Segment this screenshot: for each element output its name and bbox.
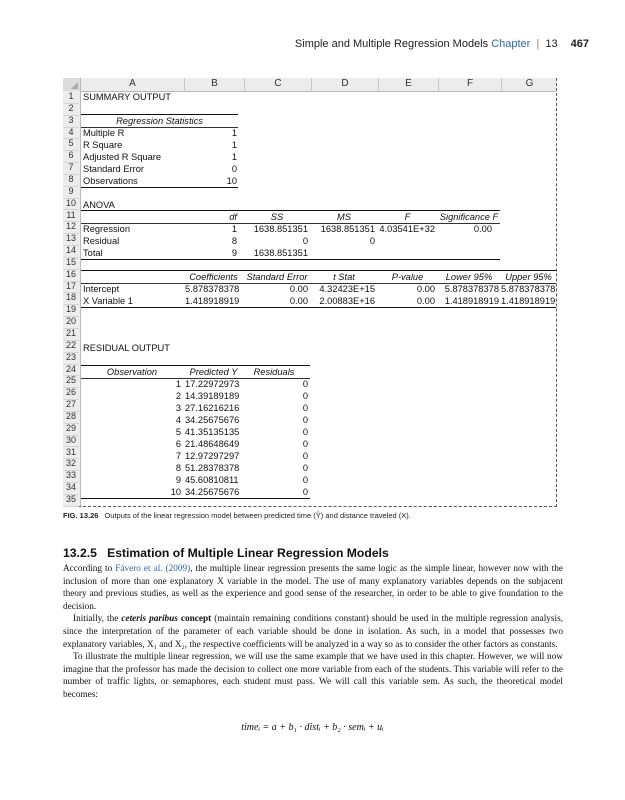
regstats-label: Observations bbox=[83, 176, 138, 186]
row-header: 16 bbox=[63, 269, 79, 282]
regstats-value: 10 bbox=[226, 176, 237, 186]
residual-header-observation: Observation bbox=[106, 367, 158, 377]
coef-t-stat: 2.00883E+16 bbox=[319, 296, 375, 306]
anova-header-ms: MS bbox=[337, 212, 351, 222]
anova-header-ss: SS bbox=[270, 212, 284, 222]
coef-value: 5.878378378 bbox=[185, 284, 240, 294]
row-header: 19 bbox=[63, 304, 79, 317]
residual-predicted-y: 41.35135135 bbox=[185, 427, 240, 437]
regstats-value: 1 bbox=[231, 128, 237, 138]
row-header: 3 bbox=[63, 115, 79, 128]
row-header: 24 bbox=[63, 364, 79, 377]
row-header: 25 bbox=[63, 375, 79, 388]
residual-predicted-y: 21.48648649 bbox=[185, 439, 240, 449]
anova-header-df: df bbox=[229, 212, 237, 222]
paragraph-3: To illustrate the multiple linear regression, we will use the same example that we have used in this chapter. However, we will now imagine that the professor has made the decision to collect one more variable from each of the students. This variable will refer to the number of traffic lights, or semaphores, each student must pass. We will call this variable sem. As such, the theoretical model becomes: bbox=[63, 652, 563, 700]
coef-header-upper-95: Upper 95% bbox=[505, 272, 552, 282]
residual-predicted-y: 34.25675676 bbox=[185, 487, 240, 497]
paragraph-text: , the multiple linear regression presents the same logic as the simple linear, however now with the inclusion of more than one explanatory X variable in the model. The use of many explanatory variables depends on the subjacent theory and previous studies, as well as the experience and good sense of the researcher, in order to be able to give foundation to the decision. bbox=[63, 564, 563, 612]
running-head bbox=[295, 38, 589, 50]
model-equation: timeᵢ = a + b₁ · distᵢ + b₂ · semᵢ + uᵢ bbox=[241, 722, 384, 733]
anova-header-significance-f: Significance F bbox=[439, 212, 499, 222]
regstats-label: Standard Error bbox=[83, 164, 144, 174]
page-number: 467 bbox=[570, 38, 589, 50]
row-header: 30 bbox=[63, 435, 79, 448]
section-heading bbox=[63, 546, 389, 560]
column-header-g: G bbox=[501, 78, 557, 91]
column-header-bar bbox=[63, 78, 556, 92]
row-header: 21 bbox=[63, 328, 79, 341]
anova-row-label: Residual bbox=[83, 236, 120, 246]
column-header-a: A bbox=[80, 78, 184, 91]
residual-predicted-y: 14.39189189 bbox=[185, 391, 240, 401]
row-header: 7 bbox=[63, 162, 79, 175]
emphasis-term: ceteris paribus bbox=[121, 614, 178, 625]
column-header-d: D bbox=[311, 78, 378, 91]
residual-output-title: RESIDUAL OUTPUT bbox=[83, 343, 170, 353]
row-header: 10 bbox=[63, 198, 79, 211]
residual-value: 0 bbox=[302, 415, 308, 425]
emphasis-term: concept bbox=[177, 614, 212, 625]
coef-header-standard-error: Standard Error bbox=[246, 272, 308, 282]
anova-bottom-rule bbox=[81, 259, 500, 260]
running-head-title: Simple and Multiple Regression Models bbox=[294, 38, 489, 50]
row-header: 14 bbox=[63, 245, 79, 258]
anova-ss: 1638.851351 bbox=[253, 248, 308, 258]
row-header: 26 bbox=[63, 387, 79, 400]
row-header: 27 bbox=[63, 399, 79, 412]
paragraph-text: Initially, the bbox=[73, 614, 122, 625]
anova-ss: 1638.851351 bbox=[253, 224, 308, 234]
residual-observation: 7 bbox=[175, 451, 181, 461]
coef-standard-error: 0.00 bbox=[289, 296, 308, 306]
residual-value: 0 bbox=[302, 427, 308, 437]
row-header: 2 bbox=[63, 103, 79, 116]
coef-t-stat: 4.32423E+15 bbox=[319, 284, 375, 294]
residual-value: 0 bbox=[302, 487, 308, 497]
select-all-corner bbox=[63, 78, 81, 91]
running-head-chapter: Chapter bbox=[491, 38, 531, 50]
coef-upper-95: 1.418918919 bbox=[501, 296, 556, 306]
anova-ms: 1638.851351 bbox=[320, 224, 375, 234]
residual-predicted-y: 51.28378378 bbox=[185, 463, 240, 473]
anova-ss: 0 bbox=[302, 236, 308, 246]
anova-title: ANOVA bbox=[83, 200, 115, 210]
coef-row-label: X Variable 1 bbox=[83, 296, 133, 306]
figure-caption-text: Outputs of the linear regression model between predicted time (Ŷ) and distance traveled (X). bbox=[104, 511, 411, 520]
row-header: 33 bbox=[63, 470, 79, 483]
regstats-value: 0 bbox=[231, 164, 237, 174]
row-header: 4 bbox=[63, 127, 79, 140]
residual-observation: 3 bbox=[175, 403, 181, 413]
residual-predicted-y: 34.25675676 bbox=[185, 415, 240, 425]
section-number: 13.2.5 bbox=[63, 546, 97, 560]
residual-predicted-y: 45.60810811 bbox=[185, 475, 239, 485]
residual-value: 0 bbox=[302, 379, 308, 389]
anova-significance: 0.00 bbox=[473, 224, 492, 234]
row-header: 22 bbox=[63, 340, 79, 353]
regstats-label: Multiple R bbox=[83, 128, 125, 138]
column-header-e: E bbox=[378, 78, 438, 91]
coef-header-p-value: P-value bbox=[391, 272, 424, 282]
coef-p-value: 0.00 bbox=[416, 296, 435, 306]
regstats-heading: Regression Statistics bbox=[116, 116, 203, 126]
citation-link[interactable]: Fávero et al. (2009) bbox=[115, 564, 191, 574]
row-header: 17 bbox=[63, 281, 79, 294]
residual-header-residuals: Residuals bbox=[253, 367, 295, 377]
row-header: 15 bbox=[63, 257, 79, 270]
row-header: 1 bbox=[63, 91, 79, 104]
coef-header-lower-95: Lower 95% bbox=[445, 272, 493, 282]
anova-df: 1 bbox=[231, 224, 237, 234]
residual-predicted-y: 12.97297297 bbox=[185, 451, 240, 461]
row-header: 20 bbox=[63, 316, 79, 329]
residual-value: 0 bbox=[302, 439, 308, 449]
residual-header-predicted-y: Predicted Y bbox=[189, 367, 238, 377]
coef-header-coefficients: Coefficients bbox=[189, 272, 238, 282]
paragraph-2 bbox=[63, 613, 563, 651]
column-header-f: F bbox=[438, 78, 501, 91]
anova-ms: 0 bbox=[369, 236, 375, 246]
row-header-bar bbox=[63, 91, 81, 506]
residual-value: 0 bbox=[302, 391, 308, 401]
regstats-value: 1 bbox=[231, 152, 237, 162]
residual-observation: 9 bbox=[175, 475, 181, 485]
row-header: 11 bbox=[63, 210, 79, 223]
regstats-label: Adjusted R Square bbox=[83, 152, 162, 162]
coef-upper-95: 5.878378378 bbox=[501, 284, 556, 294]
coef-p-value: 0.00 bbox=[416, 284, 435, 294]
residual-value: 0 bbox=[302, 463, 308, 473]
row-header: 32 bbox=[63, 458, 79, 471]
anova-f: 4.03541E+32 bbox=[379, 224, 435, 234]
residual-observation: 10 bbox=[170, 487, 181, 497]
spreadsheet-figure bbox=[63, 78, 557, 507]
row-header: 18 bbox=[63, 292, 79, 305]
regstats-label: R Square bbox=[83, 140, 123, 150]
residual-predicted-y: 17.22972973 bbox=[185, 379, 240, 389]
summary-output-title: SUMMARY OUTPUT bbox=[83, 92, 171, 102]
column-header-c: C bbox=[244, 78, 311, 91]
coef-row-label: Intercept bbox=[83, 284, 120, 294]
row-header: 5 bbox=[63, 138, 79, 151]
row-header: 6 bbox=[63, 150, 79, 163]
paragraph-text: (maintain remaining conditions constant) should be used in the multiple regression analysis, since the interpretation of the parameter of each variable should be done in isolation. As such, in a model that possesses two explanatory variables, X₁ and X₂, the respective coefficients will be analyzed in a way so as to consider the other factors as constants. bbox=[63, 614, 563, 650]
regstats-bottom-rule bbox=[81, 187, 238, 188]
row-header: 29 bbox=[63, 423, 79, 436]
column-header-b: B bbox=[184, 78, 244, 91]
residual-predicted-y: 27.16216216 bbox=[185, 403, 240, 413]
residual-bottom-rule bbox=[81, 498, 310, 499]
body-text bbox=[63, 563, 563, 702]
row-header: 13 bbox=[63, 233, 79, 246]
coef-standard-error: 0.00 bbox=[289, 284, 308, 294]
residual-value: 0 bbox=[302, 403, 308, 413]
figure-caption bbox=[63, 511, 563, 520]
residual-observation: 8 bbox=[175, 463, 181, 473]
row-header: 8 bbox=[63, 174, 79, 187]
regstats-value: 1 bbox=[231, 140, 237, 150]
coef-value: 1.418918919 bbox=[185, 296, 240, 306]
section-title: Estimation of Multiple Linear Regression Models bbox=[107, 546, 389, 560]
coef-header-t-stat: t Stat bbox=[333, 272, 355, 282]
row-header: 12 bbox=[63, 221, 79, 234]
row-header: 31 bbox=[63, 447, 79, 460]
row-header: 23 bbox=[63, 352, 79, 365]
figure-label: FIG. 13.26 bbox=[63, 511, 99, 520]
coef-lower-95: 5.878378378 bbox=[444, 284, 499, 294]
row-header: 28 bbox=[63, 411, 79, 424]
row-header: 34 bbox=[63, 482, 79, 495]
residual-observation: 6 bbox=[175, 439, 181, 449]
anova-df: 9 bbox=[231, 248, 237, 258]
anova-header-f: F bbox=[404, 212, 411, 222]
paragraph-1 bbox=[63, 563, 563, 613]
anova-row-label: Total bbox=[83, 248, 103, 258]
residual-observation: 4 bbox=[175, 415, 181, 425]
running-head-separator: | bbox=[536, 38, 540, 50]
residual-value: 0 bbox=[302, 475, 308, 485]
coef-lower-95: 1.418918919 bbox=[444, 296, 499, 306]
coef-bottom-rule bbox=[81, 307, 556, 308]
residual-observation: 1 bbox=[175, 379, 181, 389]
anova-row-label: Regression bbox=[83, 224, 131, 234]
row-header: 9 bbox=[63, 186, 79, 199]
residual-observation: 5 bbox=[175, 427, 181, 437]
anova-df: 8 bbox=[231, 236, 237, 246]
running-head-chapter-number: 13 bbox=[545, 38, 558, 50]
paragraph-text: According to bbox=[63, 564, 116, 574]
row-header: 35 bbox=[63, 494, 79, 507]
residual-value: 0 bbox=[302, 451, 308, 461]
residual-observation: 2 bbox=[175, 391, 181, 401]
